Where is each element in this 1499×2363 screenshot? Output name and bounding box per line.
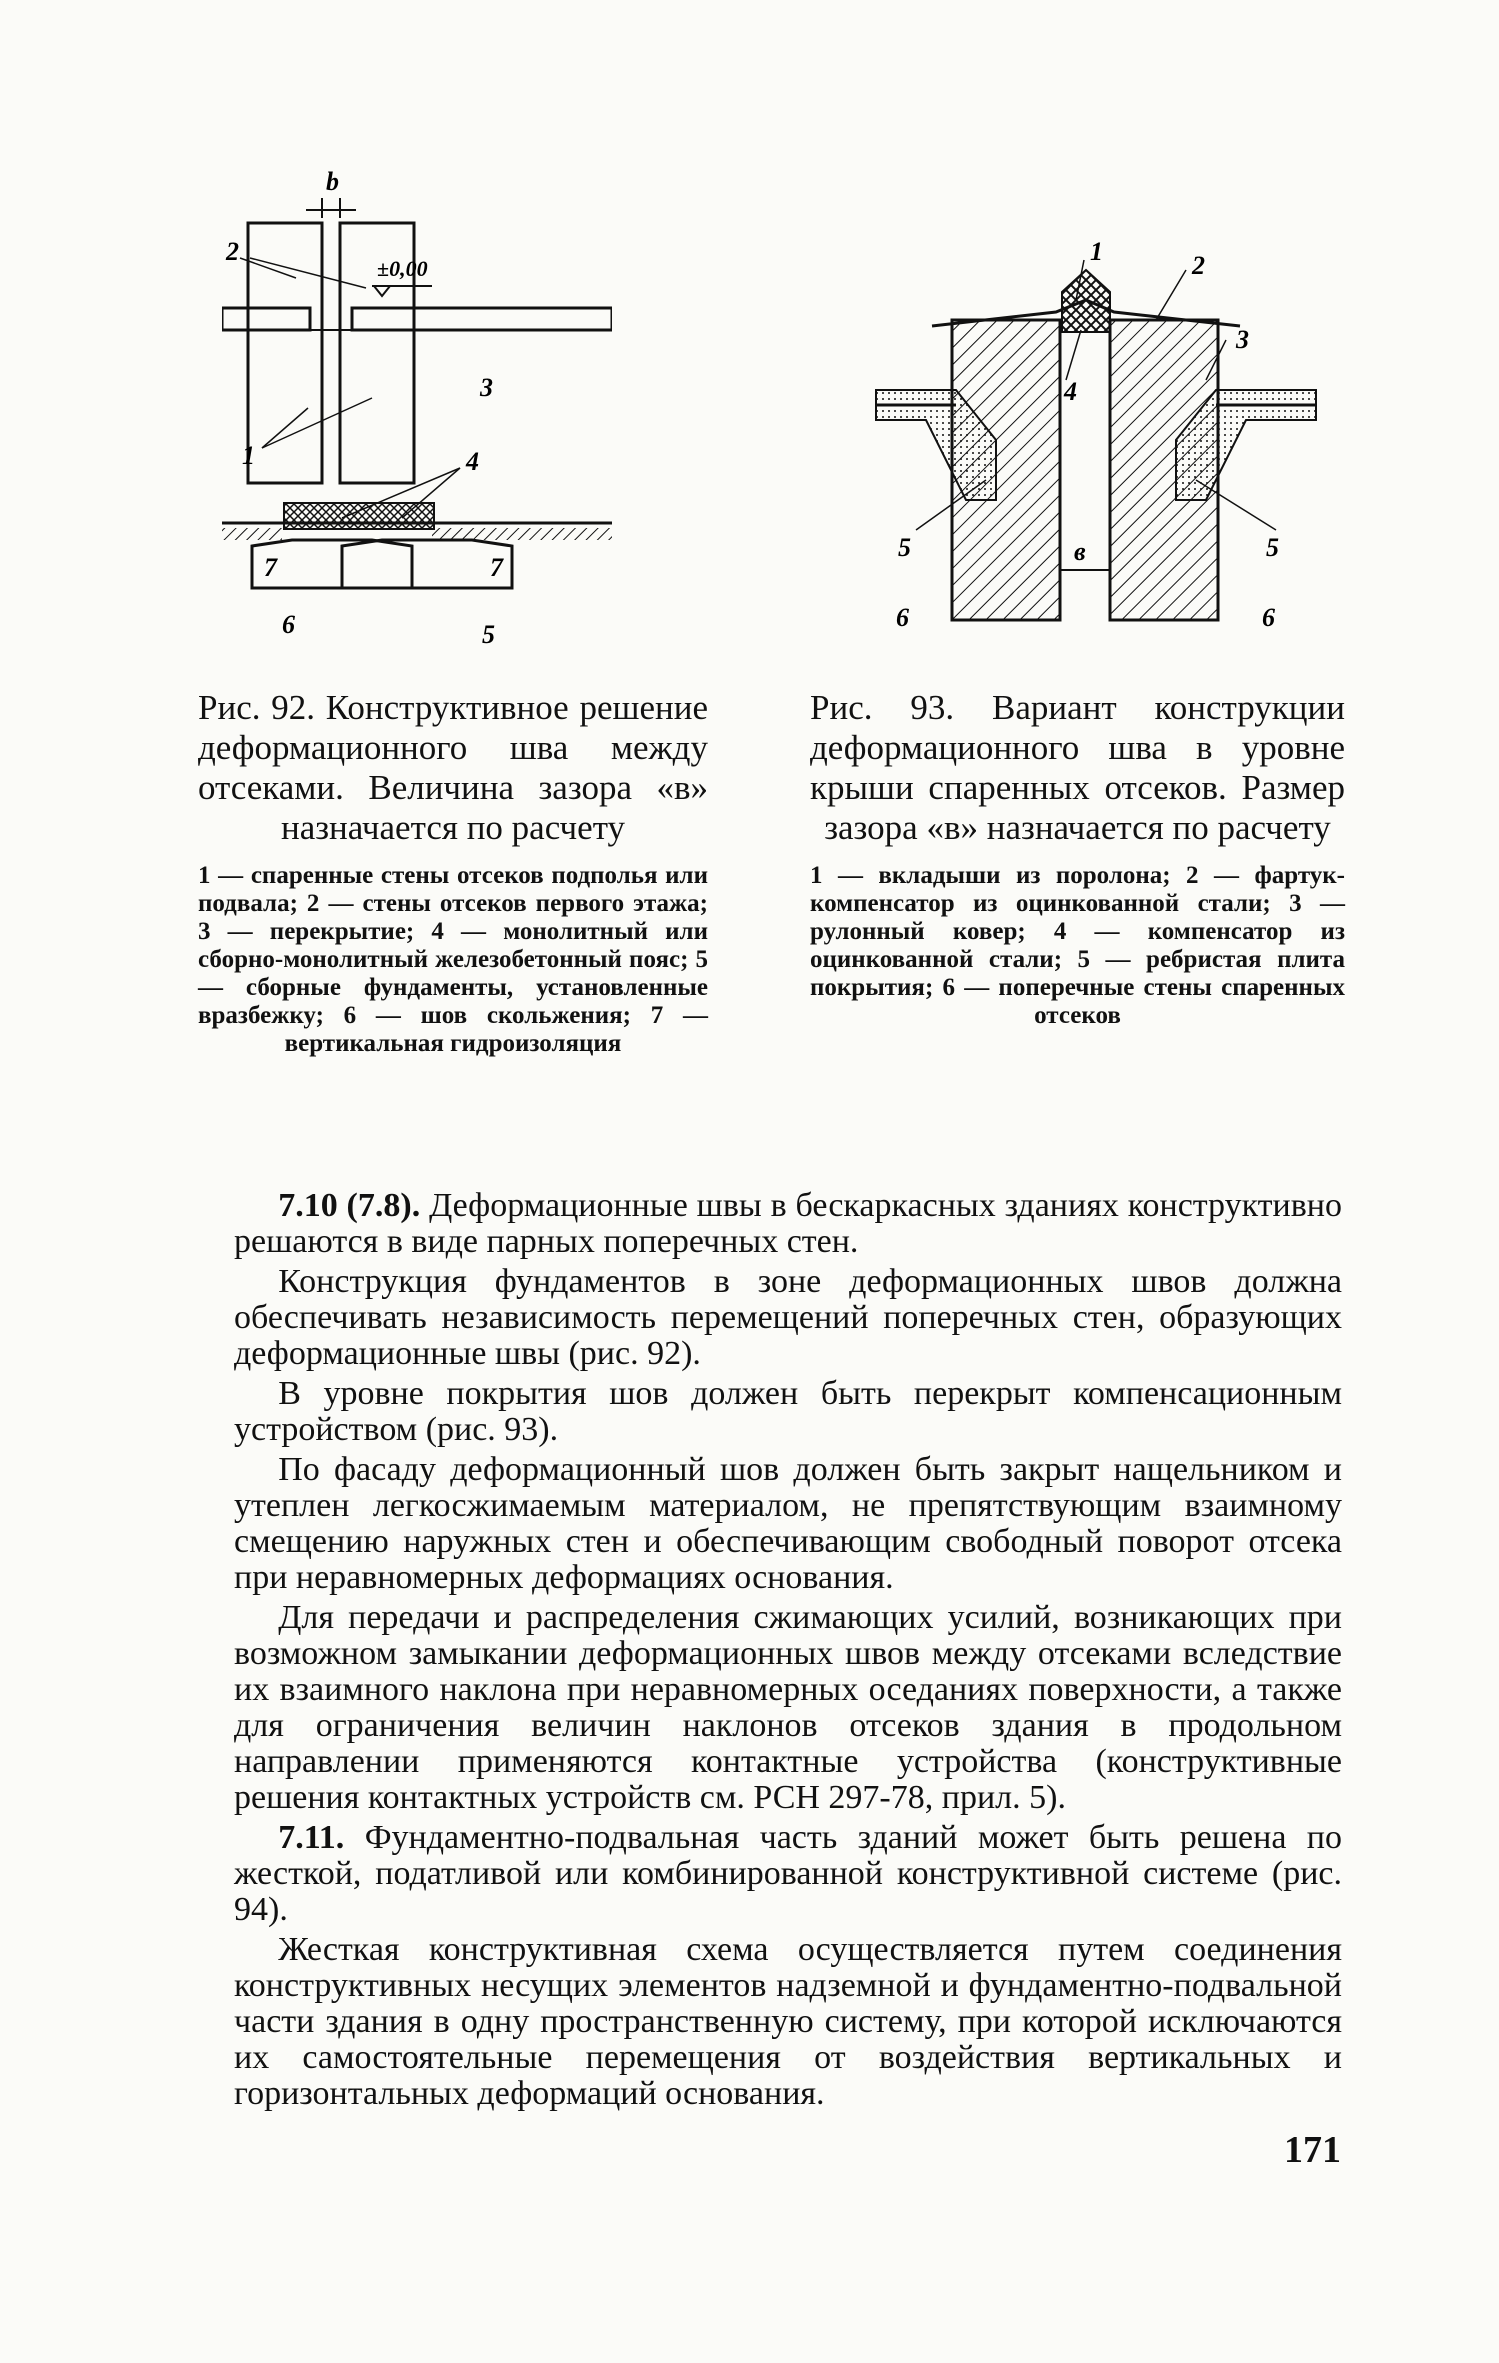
figure-92-caption <box>198 688 708 1058</box>
fig92-label-b: b <box>326 168 339 196</box>
paragraph-7-11-text: Фундаментно-подвальная часть зданий может быть решена по жесткой, податливой или комбинированной конструктивной системе (рис. 94). <box>234 1819 1342 1928</box>
paragraph-contact-devices: Для передачи и распределения сжимающих усилий, возникающих при возможном замыкании деформационных швов между отсеками вследствие их взаимного наклона при неравномерных оседаниях поверхности, а также для ограничения величин наклонов отсеков здания в продольном направлении применяются контактные устройства (конструктивные решения контактных устройств см. РСН 297-78, прил. 5). <box>234 1599 1342 1816</box>
fig92-level-mark: ±0,00 <box>377 256 428 281</box>
fig93-label-1: 1 <box>1090 240 1103 266</box>
figure-92-drawing <box>222 168 612 650</box>
paragraph-roof-level: В уровне покрытия шов должен быть перекрыт компенсационным устройством (рис. 93). <box>234 1375 1342 1448</box>
fig93-label-5b: 5 <box>1266 533 1279 562</box>
figure-93-caption <box>810 688 1345 1030</box>
fig92-label-7a: 7 <box>264 553 277 582</box>
paragraph-7-11 <box>234 1820 1342 1928</box>
fig93-label-3: 3 <box>1236 325 1249 354</box>
fig93-label-4: 4 <box>1064 377 1077 406</box>
paragraph-7-10 <box>234 1188 1342 1260</box>
fig92-label-3: 3 <box>480 373 493 402</box>
figure-93-caption-title: Рис. 93. Вариант конструкции деформационного шва в уровне крыши спаренных отсеков. Размер зазора «в» назначается по расчету <box>810 688 1345 847</box>
paragraph-7-10-text: Деформационные швы в бескаркасных зданиях конструктивно решаются в виде парных поперечных стен. <box>234 1187 1342 1260</box>
fig92-label-7b: 7 <box>490 553 503 582</box>
fig92-label-5: 5 <box>482 620 495 649</box>
figure-92-caption-title: Рис. 92. Конструктивное решение деформационного шва между отсеками. Величина зазора «в» назначается по расчету <box>198 688 708 847</box>
body-text <box>234 1188 1342 2112</box>
fig92-label-1: 1 <box>242 441 255 470</box>
fig92-label-6: 6 <box>282 610 295 639</box>
fig93-label-gap: в <box>1074 537 1086 566</box>
paragraph-foundations: Конструкция фундаментов в зоне деформационных швов должна обеспечивать независимость перемещений поперечных стен, образующих деформационные швы (рис. 92). <box>234 1263 1342 1372</box>
figure-93-drawing <box>856 240 1336 640</box>
paragraph-facade: По фасаду деформационный шов должен быть закрыт нащельником и утеплен легкосжимаемым материалом, не препятствующим взаимному смещению наружных стен и обеспечивающим свободный поворот отсека при неравномерных деформациях основания. <box>234 1451 1342 1596</box>
section-number-7-10: 7.10 (7.8). <box>278 1187 421 1224</box>
fig92-label-2: 2 <box>226 237 239 266</box>
fig92-label-4: 4 <box>466 447 479 476</box>
fig93-label-6b: 6 <box>1262 603 1275 632</box>
section-number-7-11: 7.11. <box>278 1819 345 1856</box>
fig93-label-5a: 5 <box>898 533 911 562</box>
paragraph-rigid-scheme: Жесткая конструктивная схема осуществляется путем соединения конструктивных несущих элементов надземной и фундаментно-подвальной части здания в одну пространственную систему, при которой исключаются их самостоятельные перемещения от воздействия вертикальных и горизонтальных деформаций основания. <box>234 1931 1342 2112</box>
fig93-label-6a: 6 <box>896 603 909 632</box>
figure-92-caption-legend: 1 — спаренные стены отсеков подполья или подвала; 2 — стены отсеков первого этажа; 3 — перекрытие; 4 — монолитный или сборно-монолитный железобетонный пояс; 5 — сборные фундаменты, установленные вразбежку; 6 — шов скольжения; 7 — вертикальная гидроизоляция <box>198 862 708 1057</box>
page-number: 171 <box>1284 2129 1341 2171</box>
figure-93-caption-legend: 1 — вкладыши из поролона; 2 — фартук-компенсатор из оцинкованной стали; 3 — рулонный ковер; 4 — компенсатор из оцинкованной стали; 5 — ребристая плита покрытия; 6 — поперечные стены спаренных отсеков <box>810 862 1345 1029</box>
fig93-label-2: 2 <box>1192 251 1205 280</box>
